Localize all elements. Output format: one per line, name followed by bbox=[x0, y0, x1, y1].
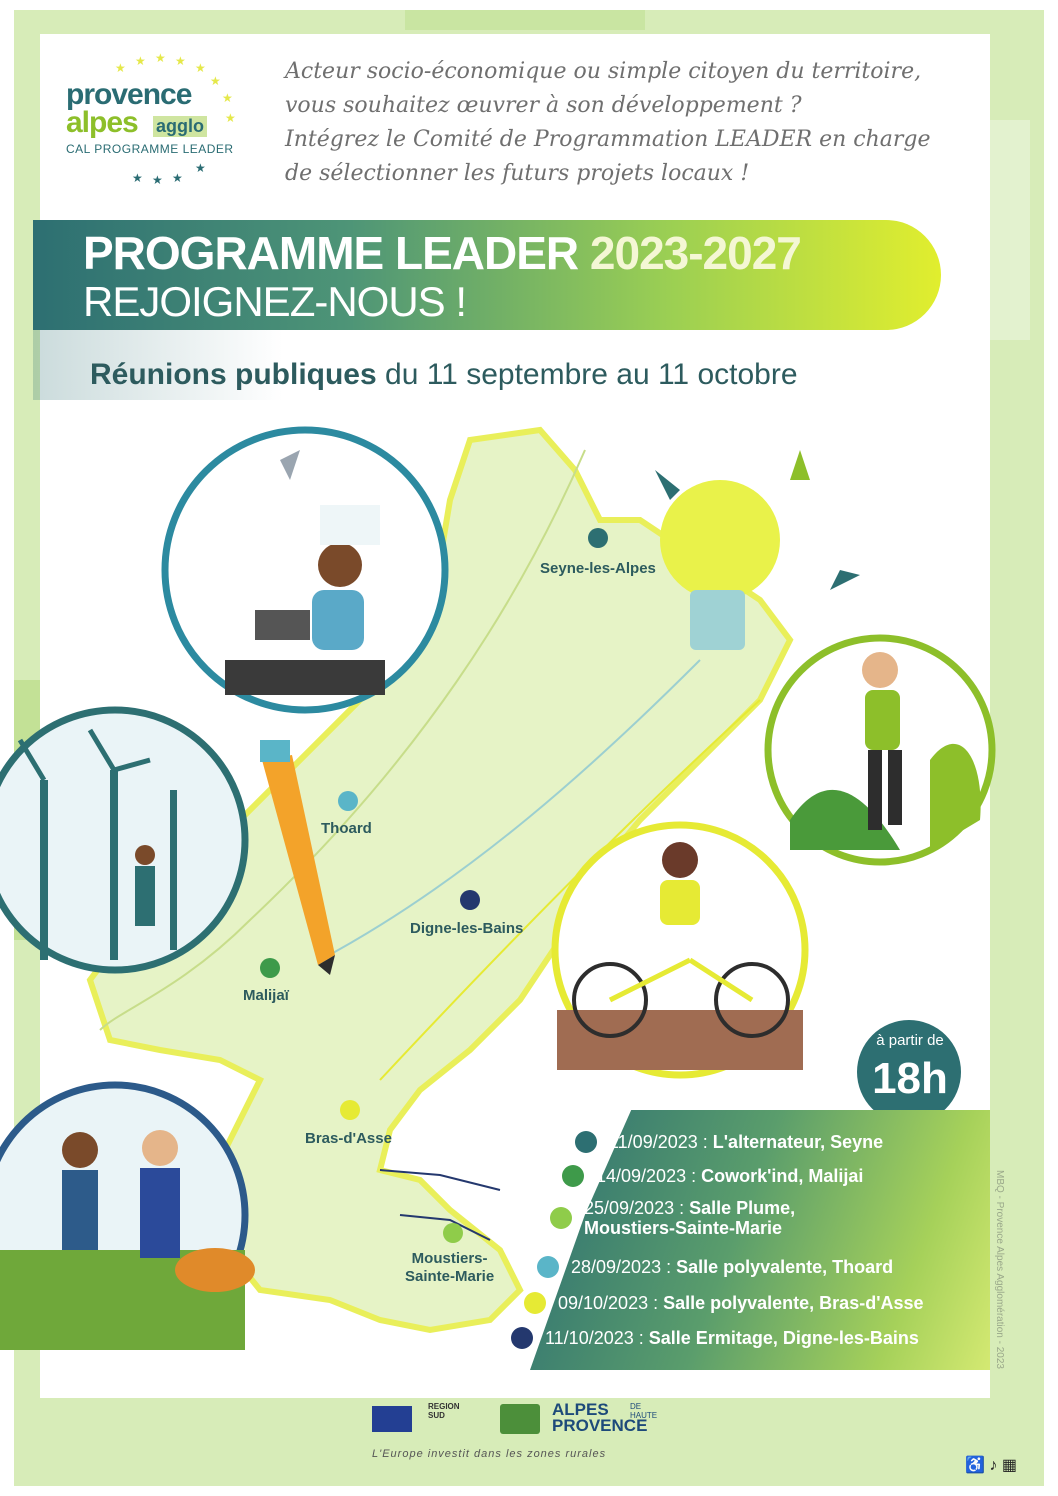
schedule-bullet bbox=[511, 1327, 533, 1349]
svg-text:★: ★ bbox=[115, 61, 126, 75]
music-note-icon: ♪ bbox=[989, 1457, 998, 1474]
svg-text:★: ★ bbox=[135, 54, 146, 68]
schedule-date: 11/09/2023 bbox=[609, 1132, 698, 1152]
wheelchair-icon: ♿ bbox=[965, 1457, 985, 1474]
schedule-row bbox=[524, 1287, 924, 1319]
logo-word-agglo: agglo bbox=[153, 116, 207, 137]
accessibility-icons bbox=[965, 1455, 1017, 1475]
svg-text:★: ★ bbox=[195, 161, 206, 175]
schedule-place: Salle Plume, bbox=[689, 1198, 796, 1218]
logo-word-alpes: alpes bbox=[66, 106, 138, 139]
schedule-place: L'alternateur, Seyne bbox=[712, 1132, 884, 1152]
schedule-row bbox=[575, 1126, 883, 1158]
schedule-place: Salle Ermitage, Digne-les-Bains bbox=[648, 1328, 919, 1348]
place-label-moustiers-line1: Moustiers- bbox=[411, 1250, 488, 1267]
schedule-date: 28/09/2023 bbox=[571, 1257, 662, 1277]
schedule-text: 14/09/2023 : Cowork'ind, Malijai bbox=[596, 1166, 864, 1186]
schedule-place: Salle polyvalente, Thoard bbox=[676, 1257, 894, 1277]
start-time-label: à partir de bbox=[876, 1032, 944, 1049]
credit-text: MBQ - Provence Alpes Agglomération - 2023 bbox=[994, 1170, 1005, 1369]
cyclist-illustration bbox=[555, 825, 805, 1075]
eu-flag-icon bbox=[372, 1406, 412, 1432]
schedule-place-line2: Moustiers-Sainte-Marie bbox=[584, 1218, 783, 1238]
building-icon: ▦ bbox=[1001, 1457, 1017, 1474]
svg-text:★: ★ bbox=[152, 173, 163, 187]
schedule-date: 14/09/2023 bbox=[596, 1166, 687, 1186]
svg-text:★: ★ bbox=[210, 74, 221, 88]
map-point-malijai bbox=[260, 958, 280, 978]
meetings-heading-bold: Réunions publiques bbox=[90, 358, 377, 391]
schedule-row bbox=[511, 1322, 919, 1354]
schedule-row bbox=[562, 1160, 863, 1192]
intro-line: de sélectionner les futurs projets locaux ! bbox=[285, 161, 750, 186]
schedule-text: 25/09/2023 : Salle Plume, Moustiers-Sainte-Marie bbox=[584, 1198, 796, 1238]
meetings-heading-dates: du 11 septembre au 11 octobre bbox=[385, 358, 798, 391]
schedule-bullet bbox=[524, 1292, 546, 1314]
wind-turbine-illustration bbox=[0, 710, 245, 970]
eu-tagline: L'Europe investit dans les zones rurales bbox=[372, 1448, 607, 1460]
svg-text:★: ★ bbox=[175, 54, 186, 68]
map-point-digne bbox=[460, 890, 480, 910]
department-logo-line1: ALPES bbox=[552, 1400, 609, 1419]
hiker-illustration bbox=[768, 638, 992, 862]
schedule-bullet bbox=[550, 1207, 572, 1229]
schedule-date: 25/09/2023 bbox=[584, 1198, 675, 1218]
intro-line: Acteur socio-économique ou simple citoyen du territoire, bbox=[285, 59, 922, 84]
place-label-bras: Bras-d'Asse bbox=[305, 1130, 392, 1147]
place-label-digne: Digne-les-Bains bbox=[410, 920, 524, 937]
place-label-malijai: Malijaï bbox=[243, 987, 289, 1004]
department-logo-line2: PROVENCE bbox=[552, 1416, 648, 1435]
schedule-row bbox=[550, 1196, 795, 1240]
banner-years: 2023-2027 bbox=[589, 227, 801, 279]
svg-text:★: ★ bbox=[172, 171, 183, 185]
banner-subtitle: REJOIGNEZ-NOUS ! bbox=[83, 278, 467, 325]
schedule-row bbox=[537, 1251, 893, 1283]
svg-text:★: ★ bbox=[132, 171, 143, 185]
schedule-date: 09/10/2023 bbox=[558, 1293, 649, 1313]
schedule-date: 11/10/2023 bbox=[545, 1328, 634, 1348]
schedule-place: Cowork'ind, Malijai bbox=[701, 1166, 864, 1186]
region-sud-logo: REGION SUD bbox=[428, 1402, 460, 1420]
schedule-bullet bbox=[575, 1131, 597, 1153]
logo-subtitle: CAL PROGRAMME LEADER bbox=[66, 142, 234, 156]
svg-text:★: ★ bbox=[195, 61, 206, 75]
svg-text:★: ★ bbox=[222, 91, 233, 105]
schedule-place: Salle polyvalente, Bras-d'Asse bbox=[663, 1293, 924, 1313]
schedule-text: 28/09/2023 : Salle polyvalente, Thoard bbox=[571, 1257, 894, 1277]
intro-line: vous souhaitez œuvrer à son développement ? bbox=[285, 93, 802, 118]
schedule-bullet bbox=[562, 1165, 584, 1187]
logo-word-provence: provence bbox=[66, 78, 192, 111]
map-point-seyne bbox=[588, 528, 608, 548]
schedule-text: 09/10/2023 : Salle polyvalente, Bras-d'Asse bbox=[558, 1293, 924, 1313]
svg-text:★: ★ bbox=[155, 51, 166, 65]
map-point-bras bbox=[340, 1100, 360, 1120]
leader-logo-icon bbox=[500, 1404, 540, 1434]
map-point-moustiers bbox=[443, 1223, 463, 1243]
remote-worker-illustration bbox=[165, 430, 445, 710]
farmers-illustration bbox=[0, 1085, 255, 1350]
map-point-thoard bbox=[338, 791, 358, 811]
place-label-moustiers-line2: Sainte-Marie bbox=[405, 1268, 495, 1285]
svg-text:★: ★ bbox=[225, 111, 236, 125]
intro-line: Intégrez le Comité de Programmation LEADER en charge bbox=[285, 127, 931, 152]
place-label-seyne: Seyne-les-Alpes bbox=[540, 560, 656, 577]
department-logo-small: DE HAUTE bbox=[630, 1402, 658, 1420]
place-label-moustiers bbox=[405, 1250, 494, 1286]
schedule-text: 11/09/2023 : L'alternateur, Seyne bbox=[609, 1132, 884, 1152]
place-label-thoard: Thoard bbox=[321, 820, 372, 837]
schedule-bullet bbox=[537, 1256, 559, 1278]
schedule-text: 11/10/2023 : Salle Ermitage, Digne-les-Bains bbox=[545, 1328, 919, 1348]
banner-title-text: PROGRAMME LEADER bbox=[83, 227, 579, 279]
start-time-value: 18h bbox=[872, 1054, 948, 1103]
partner-logos bbox=[370, 1400, 690, 1470]
